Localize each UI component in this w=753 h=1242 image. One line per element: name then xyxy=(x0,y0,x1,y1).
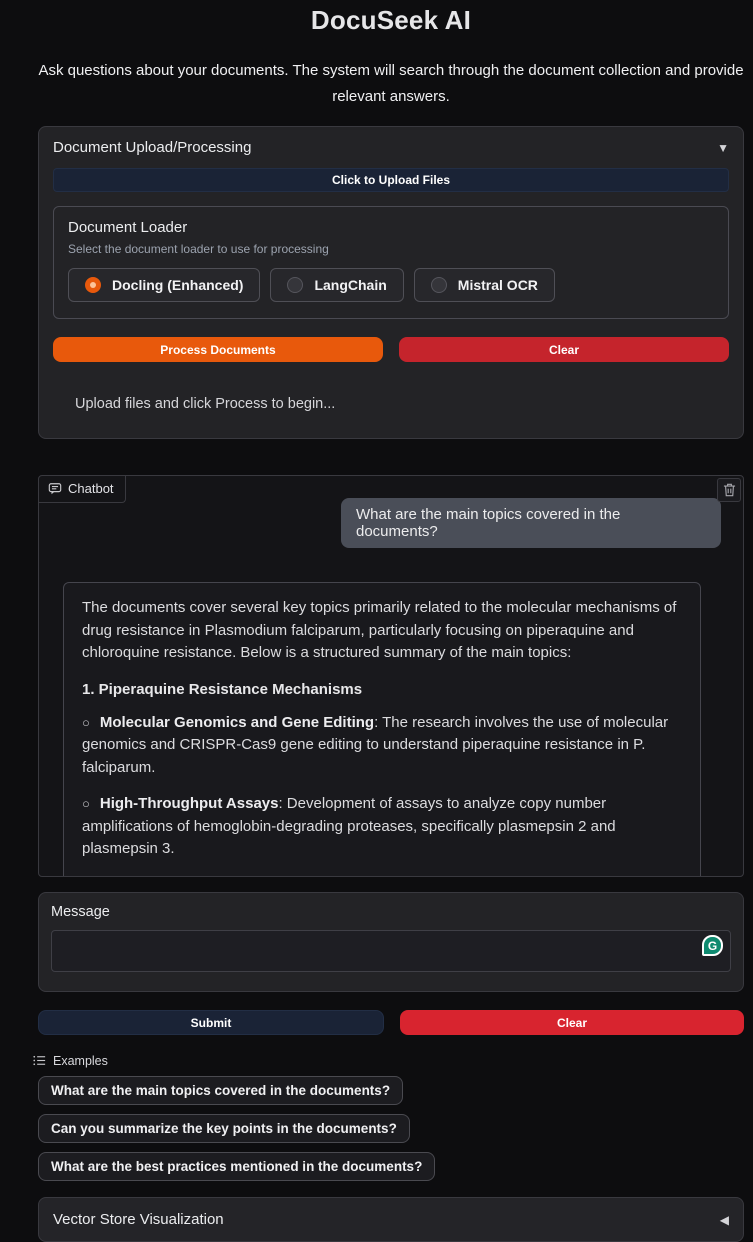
document-loader-label: Document Loader xyxy=(68,219,188,236)
chat-bubble-icon xyxy=(48,482,62,496)
examples-list-icon xyxy=(32,1053,47,1068)
collapse-left-arrow-icon[interactable]: ◀ xyxy=(719,1212,729,1227)
upload-files-button[interactable]: Click to Upload Files xyxy=(53,168,729,192)
bot-bullet-item: ○ High-Throughput Assays: Development of assays to analyze copy number amplifications of hemoglobin-degrading proteases, specifically plasmepsin 2 and plasmepsin 3. xyxy=(82,795,616,857)
document-loader-options xyxy=(68,268,714,302)
vector-store-accordion[interactable] xyxy=(38,1197,744,1242)
chatbot-label: Chatbot xyxy=(68,481,114,496)
document-loader-hint: Select the document loader to use for processing xyxy=(68,242,329,256)
examples-label: Examples xyxy=(53,1053,108,1068)
upload-status-text: Upload files and click Process to begin... xyxy=(75,396,336,412)
process-documents-button[interactable]: Process Documents xyxy=(53,337,383,362)
bullet-icon: ○ xyxy=(82,714,90,730)
grammarly-icon[interactable]: G xyxy=(702,935,723,956)
message-input[interactable] xyxy=(51,930,731,972)
user-message-bubble: What are the main topics covered in the documents? xyxy=(341,498,721,548)
page-title: DocuSeek AI xyxy=(310,5,472,35)
example-button-best-practices[interactable]: What are the best practices mentioned in the documents? xyxy=(38,1152,435,1181)
chat-clear-button[interactable]: Clear xyxy=(400,1010,744,1035)
radio-selected-icon xyxy=(85,277,101,293)
example-button-summarize[interactable]: Can you summarize the key points in the documents? xyxy=(38,1114,410,1143)
examples-header xyxy=(32,1053,744,1068)
radio-option-label: Mistral OCR xyxy=(457,277,538,293)
bot-bullet-item: ○ Molecular Genomics and Gene Editing: The research involves the use of molecular genomics and CRISPR-Cas9 gene editing to understand piperaquine resistance in P. falciparum. xyxy=(82,713,669,776)
message-label: Message xyxy=(51,904,110,920)
radio-unselected-icon xyxy=(287,277,303,293)
radio-option-label: LangChain xyxy=(314,277,387,293)
bot-message-intro: The documents cover several key topics primarily related to the molecular mechanisms of drug resistance in Plasmodium falciparum, particularly focusing on piperaquine and chloroquine resistance. Below is a structured summary of the main topics: xyxy=(82,599,677,661)
radio-unselected-icon xyxy=(431,277,447,293)
upload-panel xyxy=(38,126,744,439)
upload-panel-header[interactable] xyxy=(53,139,729,156)
radio-option-langchain[interactable] xyxy=(270,268,403,302)
bot-message-heading: 1. Piperaquine Resistance Mechanisms xyxy=(82,680,363,698)
bot-message-box xyxy=(63,582,701,877)
submit-button[interactable]: Submit xyxy=(38,1010,384,1035)
examples-list xyxy=(38,1076,744,1181)
example-button-main-topics[interactable]: What are the main topics covered in the documents? xyxy=(38,1076,403,1105)
page-subtitle: Ask questions about your documents. The system will search through the document collection and provide relevant answers. xyxy=(38,62,744,105)
bot-bullet-item xyxy=(82,875,682,878)
upload-clear-button[interactable]: Clear xyxy=(399,337,729,362)
radio-option-label: Docling (Enhanced) xyxy=(112,277,244,293)
bullet-icon: ○ xyxy=(82,796,90,811)
clear-chat-trash-icon[interactable] xyxy=(717,478,741,502)
chatbot-panel xyxy=(38,475,744,877)
radio-option-mistral-ocr[interactable] xyxy=(414,268,555,302)
message-panel xyxy=(38,892,744,992)
vector-store-label: Vector Store Visualization xyxy=(53,1211,224,1228)
radio-option-docling[interactable] xyxy=(68,268,260,302)
upload-panel-label: Document Upload/Processing xyxy=(53,139,252,156)
chatbot-label-tab xyxy=(39,476,126,503)
document-loader-group xyxy=(53,206,729,319)
collapse-arrow-icon[interactable]: ▼ xyxy=(717,140,729,155)
